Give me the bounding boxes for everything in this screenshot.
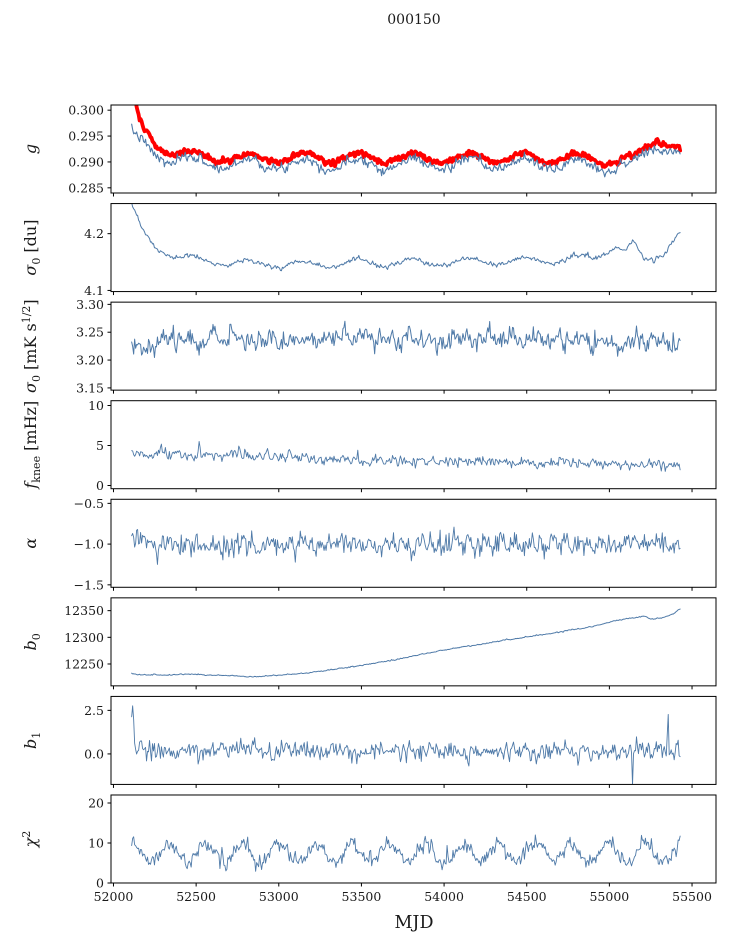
series-sigma0-du <box>132 203 680 271</box>
x-tick-label: 52500 <box>176 888 217 904</box>
y-label-part: 0 <box>30 633 43 641</box>
x-tick-label: 53500 <box>341 888 382 904</box>
y-tick-label: 3.30 <box>76 296 104 312</box>
y-label-part: b <box>21 738 40 750</box>
y-axis-label-fknee <box>21 401 43 490</box>
panel-frame-b0 <box>111 598 716 686</box>
panel-fknee <box>21 398 716 493</box>
y-label-part: [mHz] <box>21 400 40 456</box>
panel-chi2 <box>20 795 716 891</box>
y-tick-label: 12350 <box>64 603 104 619</box>
y-label-part: σ <box>21 264 40 276</box>
panel-sigma0-du <box>21 203 716 298</box>
y-tick-label: 3.20 <box>76 352 104 368</box>
y-tick-label: 0.300 <box>68 102 104 118</box>
series-b1 <box>132 706 680 785</box>
series-fknee <box>132 441 680 471</box>
y-tick-label: 12300 <box>64 629 104 645</box>
x-tick-label: 54000 <box>424 888 464 904</box>
panel-frame-sigma0-du <box>111 204 716 292</box>
y-label-part: [du] <box>21 219 40 258</box>
panel-frame-g <box>111 105 716 193</box>
y-axis-label-b0 <box>21 633 43 650</box>
y-label-part: ] <box>21 299 40 306</box>
y-tick-label: 0.285 <box>68 180 104 196</box>
x-tick-label: 55500 <box>672 888 712 904</box>
y-label-part: χ <box>21 837 40 848</box>
panel-sigma0-mk <box>20 297 716 396</box>
y-tick-label: 20 <box>88 795 104 811</box>
y-tick-label: −1.5 <box>73 577 104 593</box>
panel-frame-fknee <box>111 401 716 489</box>
y-label-part: α <box>21 537 40 549</box>
y-label-part: knee <box>30 455 43 483</box>
y-tick-label: 0 <box>96 478 104 494</box>
x-tick-label: 53000 <box>258 888 299 904</box>
y-tick-label: 2.5 <box>84 702 104 718</box>
y-axis-label-b1 <box>21 732 43 749</box>
y-label-part: b <box>21 640 40 651</box>
y-axis-label-chi2 <box>20 831 40 849</box>
y-label-part: g <box>21 143 40 155</box>
series-alpha <box>132 527 680 564</box>
series-gain-blue <box>132 124 680 177</box>
y-label-part: 0 <box>30 257 43 265</box>
y-tick-label: 0.295 <box>68 128 104 144</box>
y-tick-label: 4.1 <box>84 282 104 298</box>
y-label-part: σ <box>21 382 40 393</box>
y-label-part: 0 <box>30 375 43 383</box>
y-label-part: [mK s <box>21 323 40 376</box>
y-tick-label: −1.0 <box>73 536 104 552</box>
y-tick-label: 5 <box>96 438 104 454</box>
series-gain-smoothed-red <box>132 86 680 167</box>
y-label-part: 1/2 <box>20 305 33 324</box>
panel-g <box>21 86 716 197</box>
figure-title: 000150 <box>387 12 441 28</box>
y-axis-label-sigma0-du <box>21 220 43 276</box>
y-tick-label: 3.25 <box>76 324 104 340</box>
x-tick-label: 55000 <box>589 888 630 904</box>
x-tick-label: 52000 <box>93 888 134 904</box>
series-chi2 <box>132 835 680 871</box>
y-tick-label: 0.290 <box>68 154 104 170</box>
y-tick-label: 0 <box>96 875 104 891</box>
y-label-part: 2 <box>20 830 33 838</box>
y-axis-label-sigma0-mk <box>20 299 43 393</box>
x-tick-label: 54500 <box>506 888 547 904</box>
y-tick-label: −0.5 <box>73 495 104 511</box>
panel-b1 <box>21 696 716 788</box>
series-sigma0-mk <box>132 321 680 357</box>
y-tick-label: 10 <box>88 398 104 414</box>
y-tick-label: 12250 <box>64 656 104 672</box>
y-tick-label: 3.15 <box>76 380 104 396</box>
panel-alpha <box>21 496 716 592</box>
series-b0 <box>132 609 680 677</box>
y-tick-label: 10 <box>88 835 104 851</box>
x-axis-label: MJD <box>394 913 434 933</box>
y-tick-label: 4.2 <box>84 226 104 242</box>
y-axis-label-g <box>21 144 40 154</box>
y-label-part: 1 <box>30 731 43 739</box>
y-label-part: f <box>21 482 40 489</box>
y-axis-label-alpha <box>21 538 40 549</box>
panel-frame-b1 <box>111 696 716 784</box>
panel-b0 <box>21 598 716 690</box>
y-tick-label: 0.0 <box>84 746 104 762</box>
panel-frame-chi2 <box>111 795 716 883</box>
